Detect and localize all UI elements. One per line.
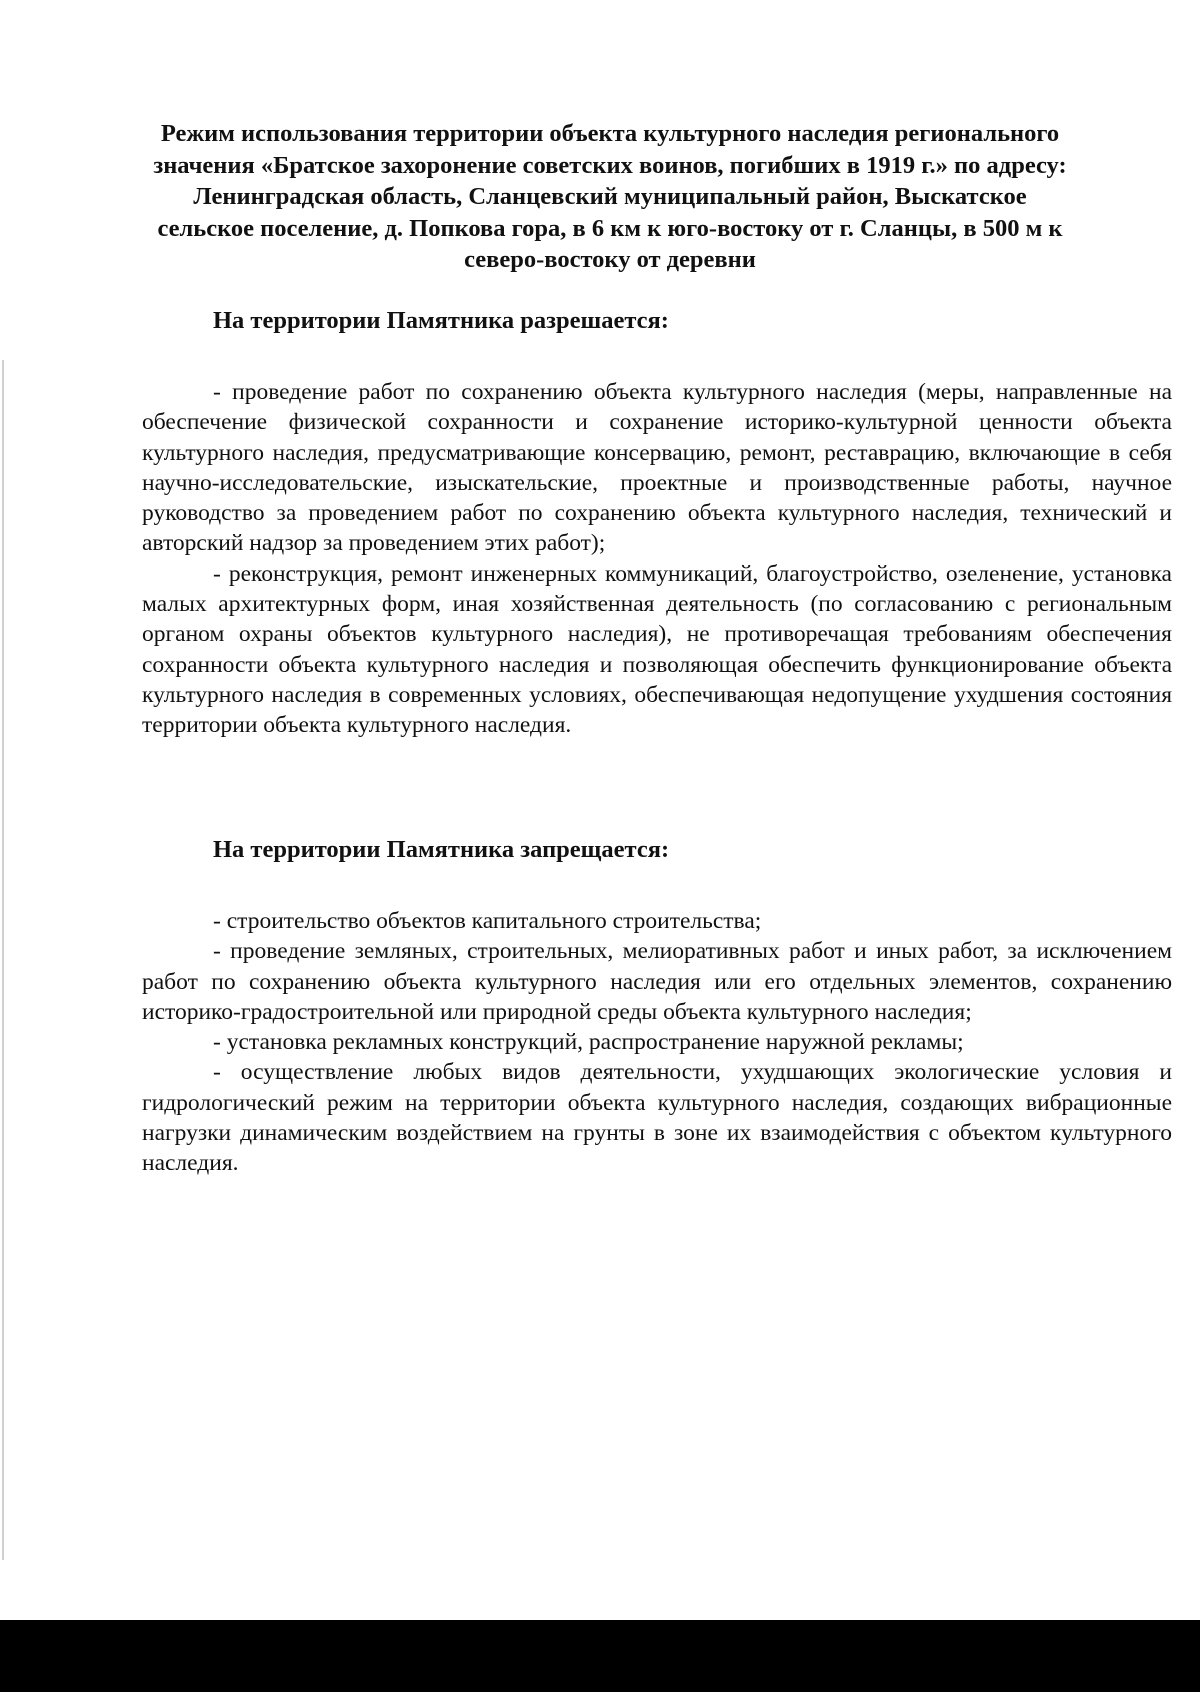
- scan-bottom-band: [0, 1620, 1200, 1692]
- allowed-list: [142, 377, 1172, 741]
- section-allowed: [142, 306, 1172, 741]
- forbidden-item: - осуществление любых видов деятельности, ухудшающих экологические условия и гидрологический режим на территории объекта культурного наследия, создающих вибрационные нагрузки динамическим воздействием на грунты в зоне их взаимодействия с объектом культурного наследия.: [142, 1059, 1172, 1177]
- allowed-item: - реконструкция, ремонт инженерных коммуникаций, благоустройство, озеленение, установка малых архитектурных форм, иная хозяйственная деятельность (по согласованию с региональным органом охраны объектов культурного наследия), не противоречащая требованиям обеспечения сохранности объекта культурного наследия и позволяющая обеспечить функционирование объекта культурного наследия в современных условиях, обеспечивающая недопущение ухудшения состояния территории объекта культурного наследия.: [142, 560, 1172, 739]
- allowed-item: - проведение работ по сохранению объекта культурного наследия (меры, направленные на обеспечение физической сохранности и сохранение историко-культурной ценности объекта культурного наследия, предусматривающие консервацию, ремонт, реставрацию, включающие в себя научно-исследовательские, изыскательские, проектные и производственные работы, научное руководство за проведением работ по сохранению объекта культурного наследия, технический и авторский надзор за проведением этих работ);: [142, 379, 1172, 557]
- section-heading-allowed: На территории Памятника разрешается:: [213, 307, 669, 334]
- forbidden-item: - строительство объектов капитального строительства;: [213, 908, 762, 934]
- section-heading-forbidden: На территории Памятника запрещается:: [213, 836, 670, 863]
- document-title: Режим использования территории объекта культурного наследия регионального значения «Братское захоронение советских воинов, погибших в 1919 г.» по адресу: Ленинградская область, Сланцевский муниципальный район, Выскатское сельское поселение, д. Попкова гора, в 6 км к юго-востоку от г. Сланцы, в 500 м к северо-востоку от деревни: [153, 120, 1067, 273]
- forbidden-item: - установка рекламных конструкций, распространение наружной рекламы;: [213, 1029, 964, 1056]
- forbidden-item: - проведение земляных, строительных, мелиоративных работ и иных работ, за исключением работ по сохранению объекта культурного наследия или его отдельных элементов, сохранению историко-градостроительной или природной среды объекта культурного наследия;: [142, 938, 1172, 1025]
- scan-edge-artifact: [2, 360, 4, 1560]
- section-forbidden: [142, 835, 1172, 1179]
- forbidden-list: [142, 906, 1172, 1179]
